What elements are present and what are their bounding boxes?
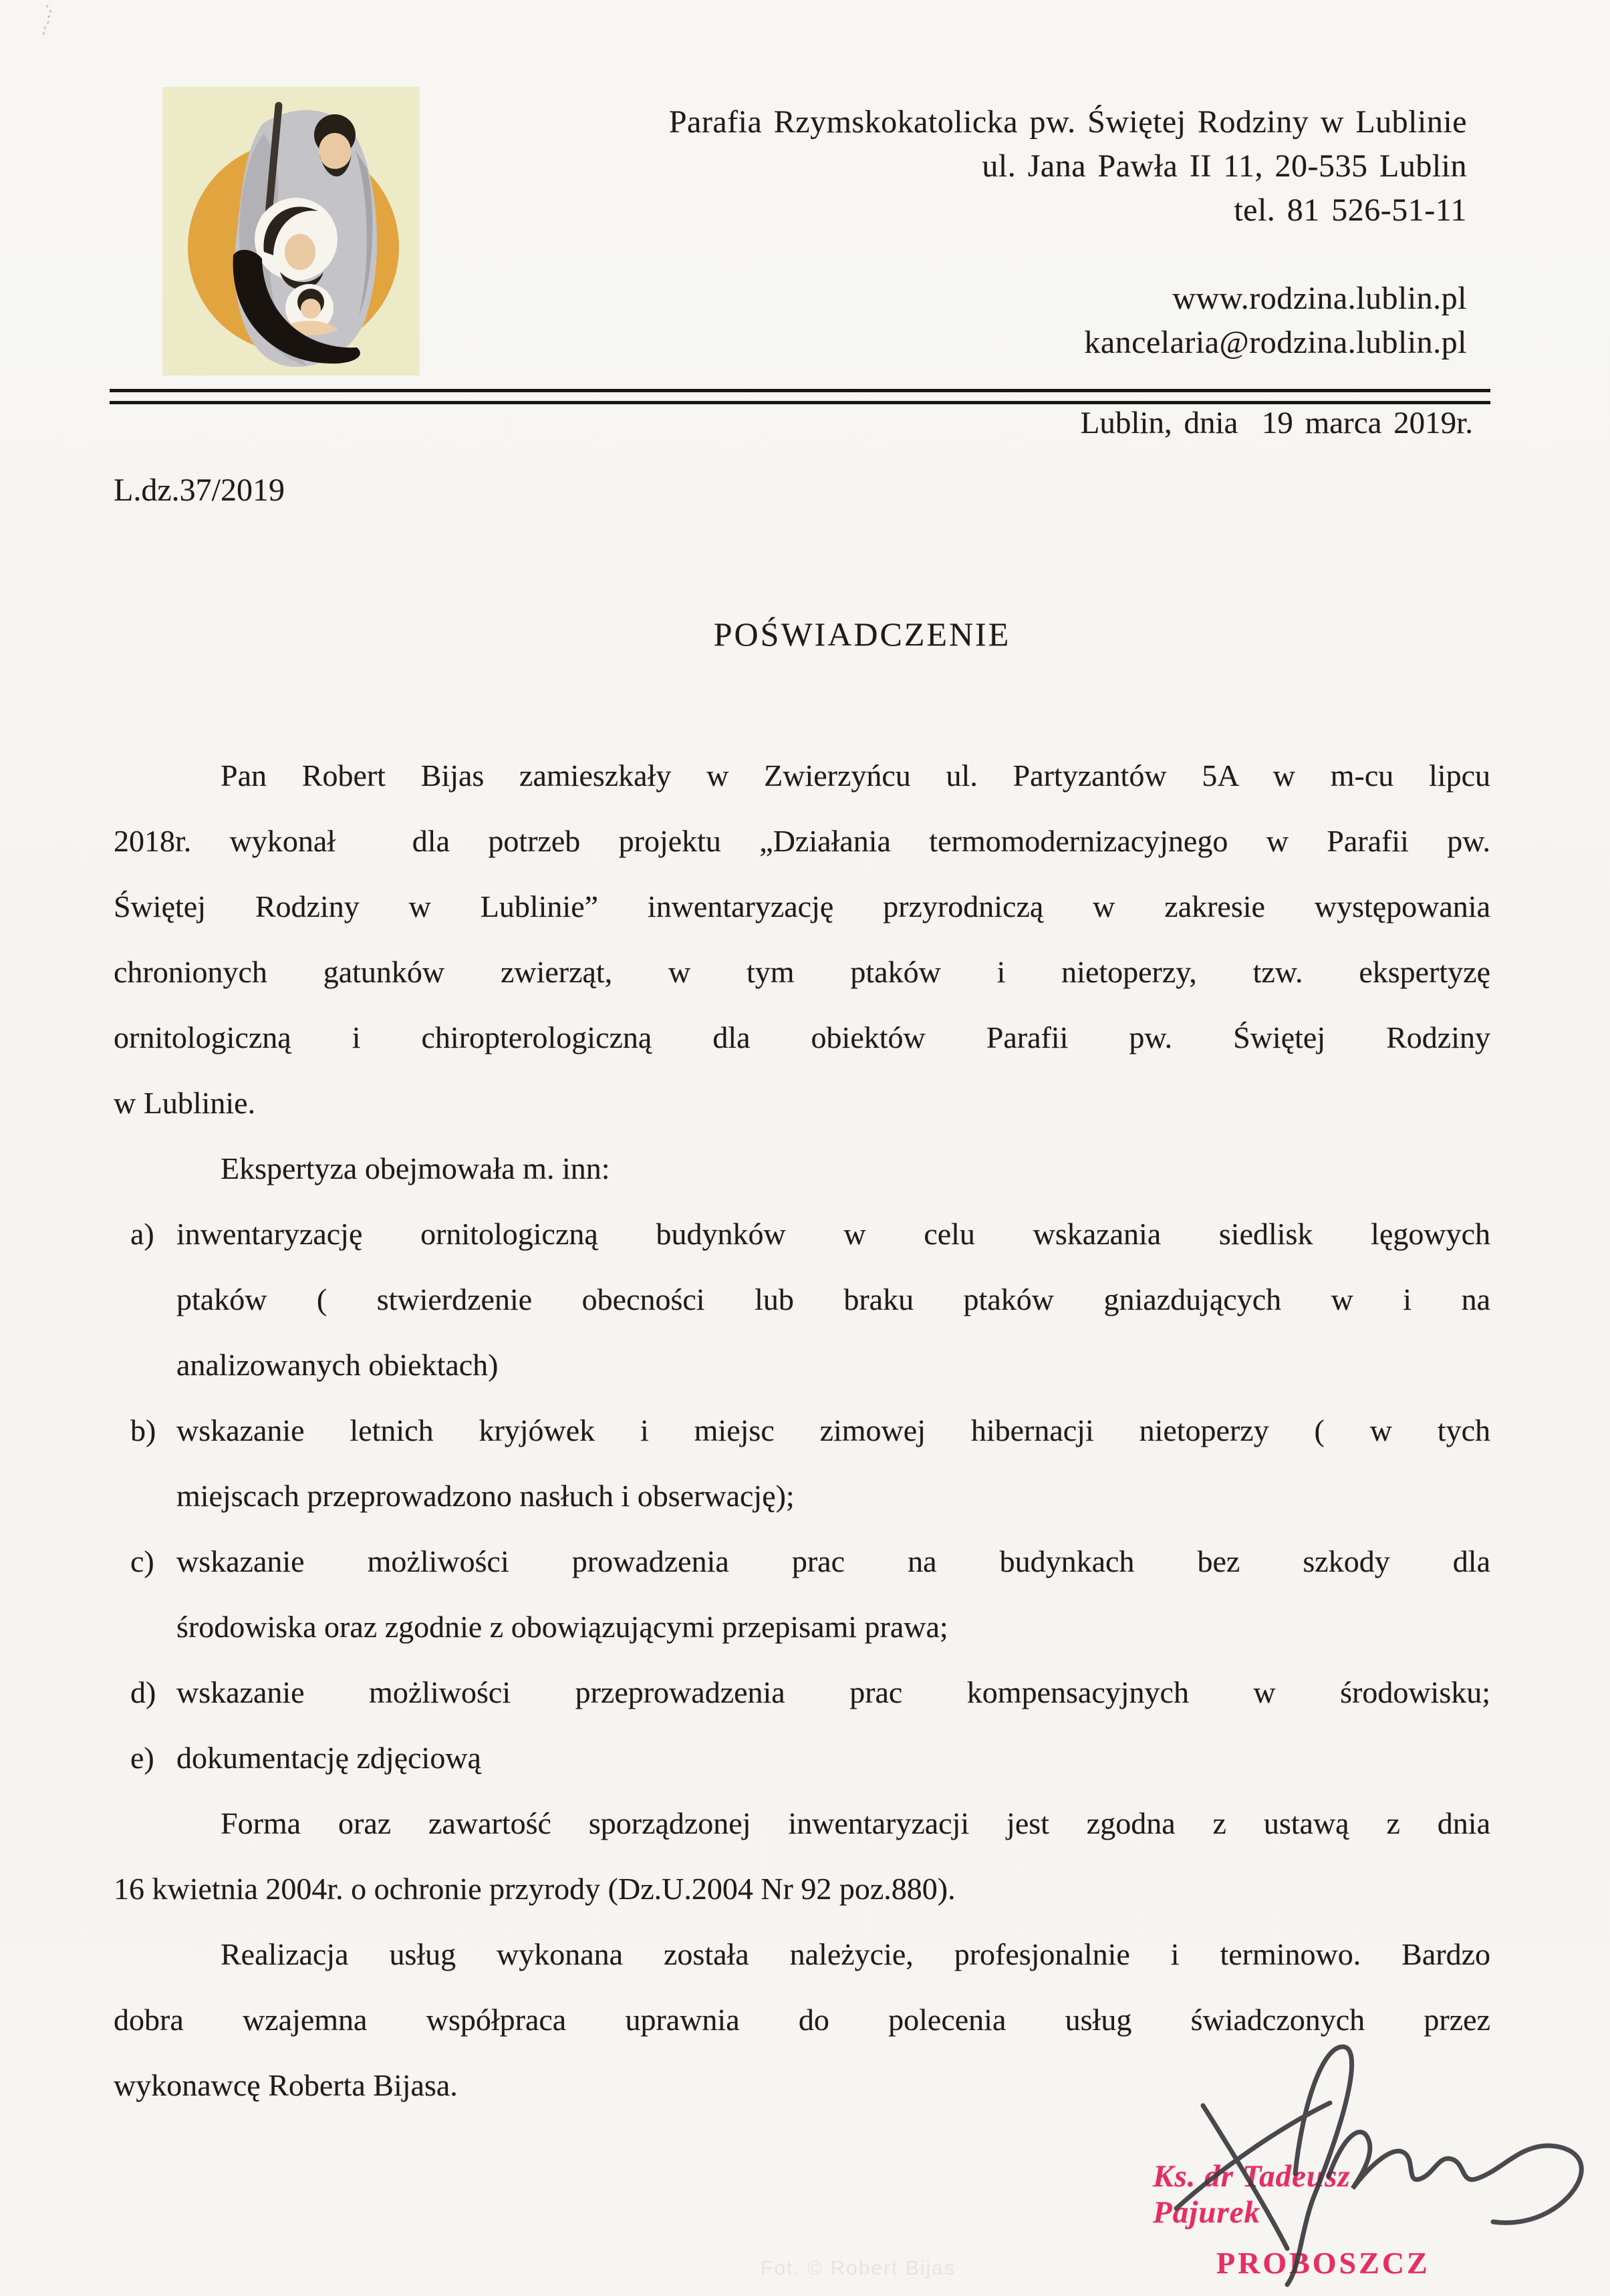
body-line-text: wskazanie możliwości przeprowadzenia prac kompensacyjnych w środowisku; <box>176 1675 1490 1709</box>
body-line <box>114 874 1490 940</box>
priest-name-stamp: Ks. dr Tadeusz Pajurek <box>1153 2159 1351 2230</box>
body-line-text: dokumentację zdjęciową <box>176 1741 481 1775</box>
body-line-text: dobra wzajemna współpraca uprawnia do polecenia usług świadczonych przez <box>114 2003 1490 2037</box>
body-line <box>114 1529 1490 1594</box>
document-body <box>114 743 1490 2118</box>
handwritten-signature <box>1170 2028 1610 2290</box>
body-line <box>114 743 1490 809</box>
body-line <box>114 1267 1490 1332</box>
body-line-text: Pan Robert Bijas zamieszkały w Zwierzyńcu ul. Partyzantów 5A w m-cu lipcu <box>221 758 1490 793</box>
body-line <box>114 1201 1490 1267</box>
body-line-text: Ekspertyza obejmowała m. inn: <box>221 1151 610 1185</box>
body-line-text: Świętej Rodziny w Lublinie” inwentaryzację przyrodniczą w zakresie występowania <box>114 889 1490 923</box>
org-phone: tel. 81 526-51-11 <box>1234 192 1467 228</box>
scan-artifact <box>37 4 63 37</box>
body-line <box>114 1922 1490 1987</box>
body-line-text: miejscach przeprowadzono nasłuch i obserwację); <box>176 1479 795 1513</box>
reference-number: L.dz.37/2019 <box>114 472 285 508</box>
body-line <box>114 1070 1490 1136</box>
body-line <box>114 1005 1490 1070</box>
body-line-text: wykonawcę Roberta Bijasa. <box>114 2068 458 2102</box>
body-line-text: ornitologiczną i chiropterologiczną dla obiektów Parafii pw. Świętej Rodziny <box>114 1020 1490 1054</box>
letterhead <box>669 100 1467 365</box>
photo-credit-watermark: Fot. © Robert Bijas <box>761 2257 956 2279</box>
body-line-text: Forma oraz zawartość sporządzonej inwentaryzacji jest zgodna z ustawą z dnia <box>221 1806 1490 1840</box>
list-marker: e) <box>130 1741 154 1775</box>
document-title: POŚWIADCZENIE <box>713 615 1011 653</box>
body-line-text: środowiska oraz zgodnie z obowiązującymi przepisami prawa; <box>176 1610 948 1644</box>
list-marker: d) <box>130 1675 156 1709</box>
date-line: Lublin, dnia 19 marca 2019r. <box>1080 406 1473 440</box>
body-line-text: analizowanych obiektach) <box>176 1348 499 1382</box>
header-spacer <box>669 233 1467 277</box>
body-line-text: wskazanie letnich kryjówek i miejsc zimowej hibernacji nietoperzy ( w tych <box>176 1413 1490 1447</box>
body-line <box>114 809 1490 874</box>
body-line-text: 16 kwietnia 2004r. o ochronie przyrody (Dz.U.2004 Nr 92 poz.880). <box>114 1872 956 1906</box>
body-line-text: Realizacja usług wykonana została należycie, profesjonalnie i terminowo. Bardzo <box>221 1937 1490 1971</box>
org-name: Parafia Rzymskokatolicka pw. Świętej Rodziny w Lublinie <box>668 104 1467 140</box>
body-line <box>114 1136 1490 1201</box>
org-email: kancelaria@rodzina.lublin.pl <box>1084 325 1467 360</box>
list-marker: a) <box>130 1217 154 1251</box>
body-line-text: 2018r. wykonał dla potrzeb projektu „Działania termomodernizacyjnego w Parafii pw. <box>114 824 1490 858</box>
body-line-text: w Lublinie. <box>114 1086 256 1120</box>
org-address: ul. Jana Pawła II 11, 20-535 Lublin <box>982 148 1467 184</box>
body-line <box>114 1660 1490 1725</box>
list-marker: c) <box>130 1544 154 1578</box>
body-line <box>114 1791 1490 1856</box>
org-website: www.rodzina.lublin.pl <box>1172 281 1467 316</box>
body-line <box>114 1398 1490 1463</box>
body-line-text: wskazanie możliwości prowadzenia prac na budynkach bez szkody dla <box>176 1544 1490 1578</box>
body-line <box>114 1856 1490 1922</box>
body-line <box>114 1725 1490 1791</box>
list-marker: b) <box>130 1413 156 1447</box>
holy-family-logo <box>162 87 420 376</box>
body-line <box>114 1594 1490 1660</box>
proboszcz-stamp: PROBOSZCZ <box>1216 2246 1430 2280</box>
body-line-text: chronionych gatunków zwierząt, w tym ptaków i nietoperzy, tzw. ekspertyzę <box>114 955 1490 989</box>
body-line <box>114 1332 1490 1398</box>
body-line-text: inwentaryzację ornitologiczną budynków w celu wskazania siedlisk lęgowych <box>176 1217 1490 1251</box>
body-line <box>114 1463 1490 1529</box>
body-line-text: ptaków ( stwierdzenie obecności lub braku ptaków gniazdujących w i na <box>176 1282 1490 1316</box>
letterhead-rule <box>110 389 1490 404</box>
body-line <box>114 940 1490 1005</box>
